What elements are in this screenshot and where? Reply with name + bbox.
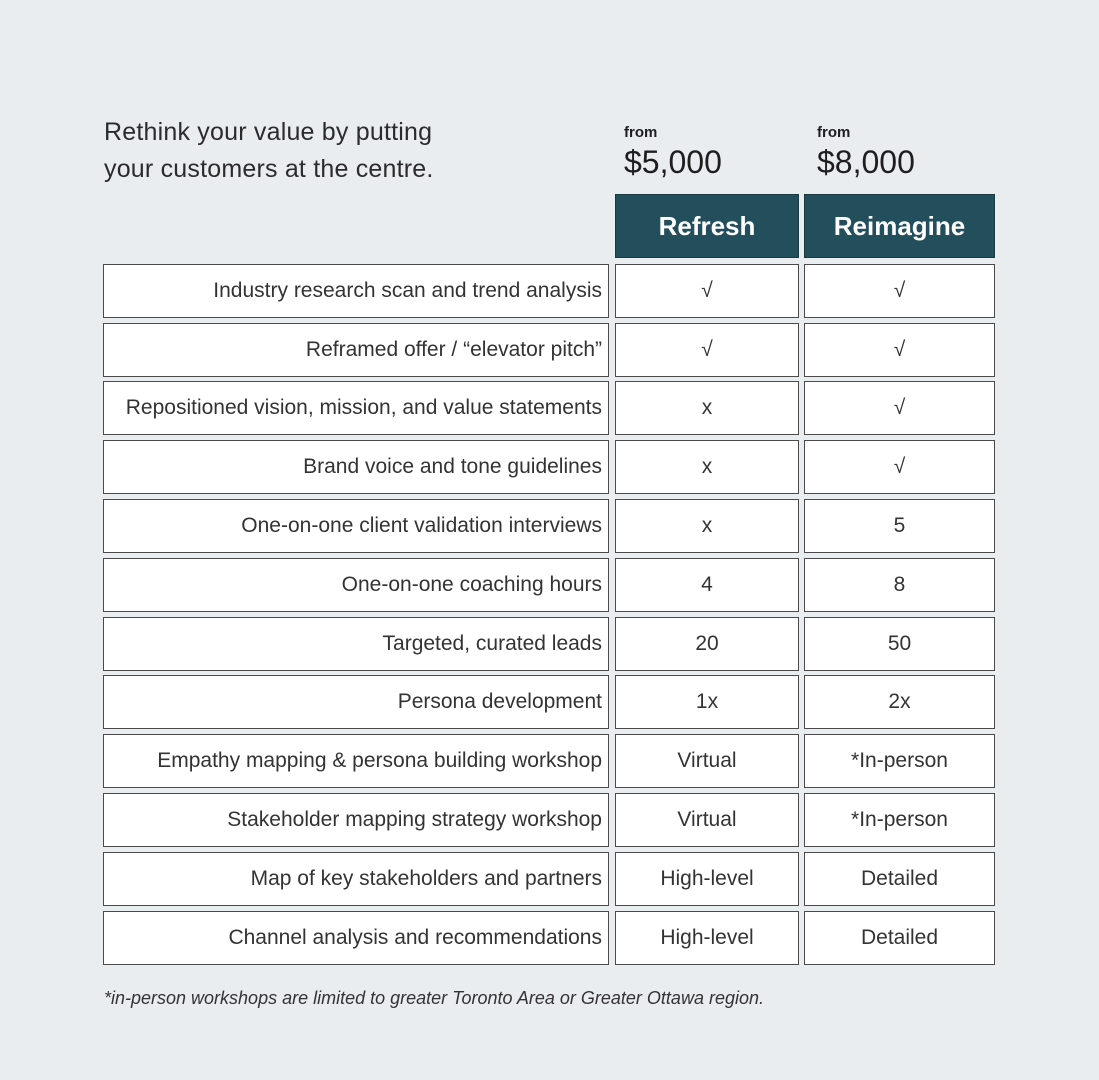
refresh-cell: x [615, 440, 799, 494]
feature-cell: Industry research scan and trend analysis [103, 264, 609, 318]
feature-cell: Brand voice and tone guidelines [103, 440, 609, 494]
refresh-cell: √ [615, 323, 799, 377]
table-row [0, 558, 1099, 612]
feature-cell: One-on-one client validation interviews [103, 499, 609, 553]
table-row [0, 911, 1099, 965]
table-row [0, 381, 1099, 435]
reimagine-from-label: from [817, 124, 851, 141]
table-row [0, 793, 1099, 847]
reimagine-cell: Detailed [804, 911, 995, 965]
table-row [0, 617, 1099, 671]
reimagine-cell: *In-person [804, 734, 995, 788]
table-row [0, 852, 1099, 906]
table-row [0, 440, 1099, 494]
table-row [0, 499, 1099, 553]
reimagine-cell: 8 [804, 558, 995, 612]
refresh-cell: x [615, 499, 799, 553]
reimagine-cell: 5 [804, 499, 995, 553]
refresh-cell: Virtual [615, 793, 799, 847]
feature-cell: Repositioned vision, mission, and value statements [103, 381, 609, 435]
reimagine-cell: Detailed [804, 852, 995, 906]
refresh-cell: 4 [615, 558, 799, 612]
refresh-cell: √ [615, 264, 799, 318]
reimagine-cell: 2x [804, 675, 995, 729]
headline-line-2: your customers at the centre. [104, 155, 434, 183]
refresh-cell: High-level [615, 911, 799, 965]
table-row [0, 264, 1099, 318]
reimagine-cell: √ [804, 323, 995, 377]
feature-cell: One-on-one coaching hours [103, 558, 609, 612]
feature-cell: Reframed offer / “elevator pitch” [103, 323, 609, 377]
feature-cell: Persona development [103, 675, 609, 729]
reimagine-cell: √ [804, 264, 995, 318]
table-row [0, 734, 1099, 788]
refresh-cell: 20 [615, 617, 799, 671]
feature-cell: Empathy mapping & persona building workshop [103, 734, 609, 788]
feature-cell: Stakeholder mapping strategy workshop [103, 793, 609, 847]
refresh-cell: Virtual [615, 734, 799, 788]
refresh-price: $5,000 [624, 144, 722, 180]
headline-line-1: Rethink your value by putting [104, 118, 433, 146]
refresh-cell: x [615, 381, 799, 435]
footnote: *in-person workshops are limited to greater Toronto Area or Greater Ottawa region. [104, 988, 764, 1008]
refresh-plan-header: Refresh [615, 194, 799, 258]
reimagine-cell: √ [804, 440, 995, 494]
feature-cell: Targeted, curated leads [103, 617, 609, 671]
reimagine-cell: *In-person [804, 793, 995, 847]
feature-cell: Channel analysis and recommendations [103, 911, 609, 965]
refresh-price-block [624, 124, 722, 182]
refresh-cell: 1x [615, 675, 799, 729]
refresh-from-label: from [624, 124, 658, 141]
table-row [0, 323, 1099, 377]
feature-cell: Map of key stakeholders and partners [103, 852, 609, 906]
reimagine-price-block [817, 124, 915, 182]
headline [104, 114, 584, 188]
reimagine-plan-header: Reimagine [804, 194, 995, 258]
reimagine-cell: √ [804, 381, 995, 435]
table-row [0, 675, 1099, 729]
refresh-cell: High-level [615, 852, 799, 906]
reimagine-price: $8,000 [817, 144, 915, 180]
reimagine-cell: 50 [804, 617, 995, 671]
